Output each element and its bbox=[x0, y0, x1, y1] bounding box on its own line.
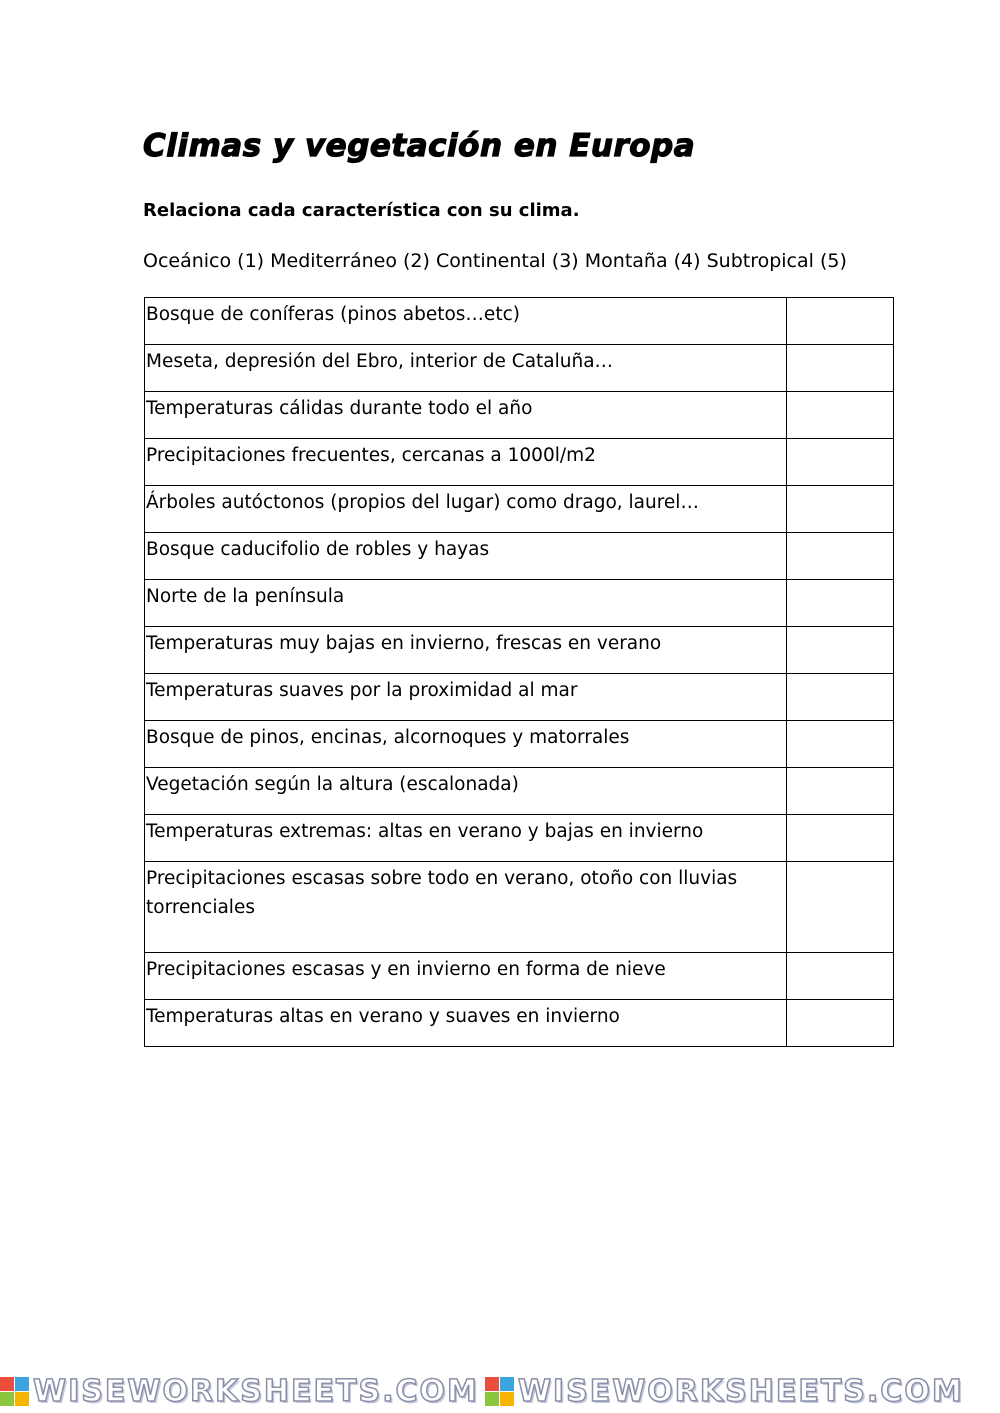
table-row bbox=[145, 674, 894, 721]
instruction-text: Relaciona cada característica con su clima. bbox=[143, 200, 580, 221]
characteristic-cell: Precipitaciones frecuentes, cercanas a 1000l/m2 bbox=[145, 439, 787, 486]
table-row bbox=[145, 627, 894, 674]
characteristic-cell: Bosque caducifolio de robles y hayas bbox=[145, 533, 787, 580]
answer-cell[interactable] bbox=[787, 439, 894, 486]
characteristic-cell: Árboles autóctonos (propios del lugar) como drago, laurel… bbox=[145, 486, 787, 533]
answer-cell[interactable] bbox=[787, 345, 894, 392]
answer-cell[interactable] bbox=[787, 298, 894, 345]
page-title: Climas y vegetación en Europa bbox=[143, 128, 696, 164]
answer-cell[interactable] bbox=[787, 533, 894, 580]
table-row bbox=[145, 815, 894, 862]
logo-square bbox=[485, 1392, 499, 1406]
answer-cell[interactable] bbox=[787, 768, 894, 815]
logo-square bbox=[15, 1377, 29, 1391]
logo-square bbox=[500, 1377, 514, 1391]
characteristic-cell: Bosque de coníferas (pinos abetos…etc) bbox=[145, 298, 787, 345]
table-row bbox=[145, 1000, 894, 1047]
answer-cell[interactable] bbox=[787, 953, 894, 1000]
matching-table bbox=[144, 297, 894, 1047]
brand bbox=[485, 1374, 964, 1409]
table-row bbox=[145, 486, 894, 533]
brand-logo-icon bbox=[0, 1377, 29, 1406]
logo-square bbox=[485, 1377, 499, 1391]
characteristic-cell: Bosque de pinos, encinas, alcornoques y matorrales bbox=[145, 721, 787, 768]
table-row bbox=[145, 298, 894, 345]
characteristic-cell: Precipitaciones escasas y en invierno en forma de nieve bbox=[145, 953, 787, 1000]
table-row bbox=[145, 580, 894, 627]
answer-cell[interactable] bbox=[787, 392, 894, 439]
table-row bbox=[145, 439, 894, 486]
answer-cell[interactable] bbox=[787, 674, 894, 721]
table-row bbox=[145, 721, 894, 768]
table-row bbox=[145, 345, 894, 392]
answer-cell[interactable] bbox=[787, 1000, 894, 1047]
characteristic-cell: Temperaturas altas en verano y suaves en invierno bbox=[145, 1000, 787, 1047]
table-row bbox=[145, 533, 894, 580]
characteristic-cell: Norte de la península bbox=[145, 580, 787, 627]
characteristic-cell: Temperaturas suaves por la proximidad al mar bbox=[145, 674, 787, 721]
logo-square bbox=[500, 1392, 514, 1406]
answer-cell[interactable] bbox=[787, 721, 894, 768]
footer-watermark bbox=[0, 1370, 1000, 1413]
logo-square bbox=[0, 1377, 14, 1391]
characteristic-cell: Temperaturas cálidas durante todo el año bbox=[145, 392, 787, 439]
characteristic-cell: Precipitaciones escasas sobre todo en verano, otoño con lluvias torrenciales bbox=[145, 862, 787, 953]
logo-square bbox=[15, 1392, 29, 1406]
characteristic-cell: Vegetación según la altura (escalonada) bbox=[145, 768, 787, 815]
answer-cell[interactable] bbox=[787, 815, 894, 862]
climate-legend: Oceánico (1) Mediterráneo (2) Continental (3) Montaña (4) Subtropical (5) bbox=[143, 250, 847, 272]
table-row bbox=[145, 768, 894, 815]
table-row bbox=[145, 392, 894, 439]
characteristic-cell: Temperaturas muy bajas en invierno, frescas en verano bbox=[145, 627, 787, 674]
answer-cell[interactable] bbox=[787, 627, 894, 674]
brand-text: WISEWORKSHEETS.COM bbox=[33, 1374, 479, 1409]
brand bbox=[0, 1374, 479, 1409]
characteristic-cell: Meseta, depresión del Ebro, interior de Cataluña… bbox=[145, 345, 787, 392]
brand-logo-icon bbox=[485, 1377, 514, 1406]
brand-text: WISEWORKSHEETS.COM bbox=[517, 1374, 964, 1409]
characteristic-cell: Temperaturas extremas: altas en verano y bajas en invierno bbox=[145, 815, 787, 862]
logo-square bbox=[0, 1392, 14, 1406]
answer-cell[interactable] bbox=[787, 486, 894, 533]
table-row bbox=[145, 953, 894, 1000]
answer-cell[interactable] bbox=[787, 862, 894, 953]
answer-cell[interactable] bbox=[787, 580, 894, 627]
table-row bbox=[145, 862, 894, 953]
